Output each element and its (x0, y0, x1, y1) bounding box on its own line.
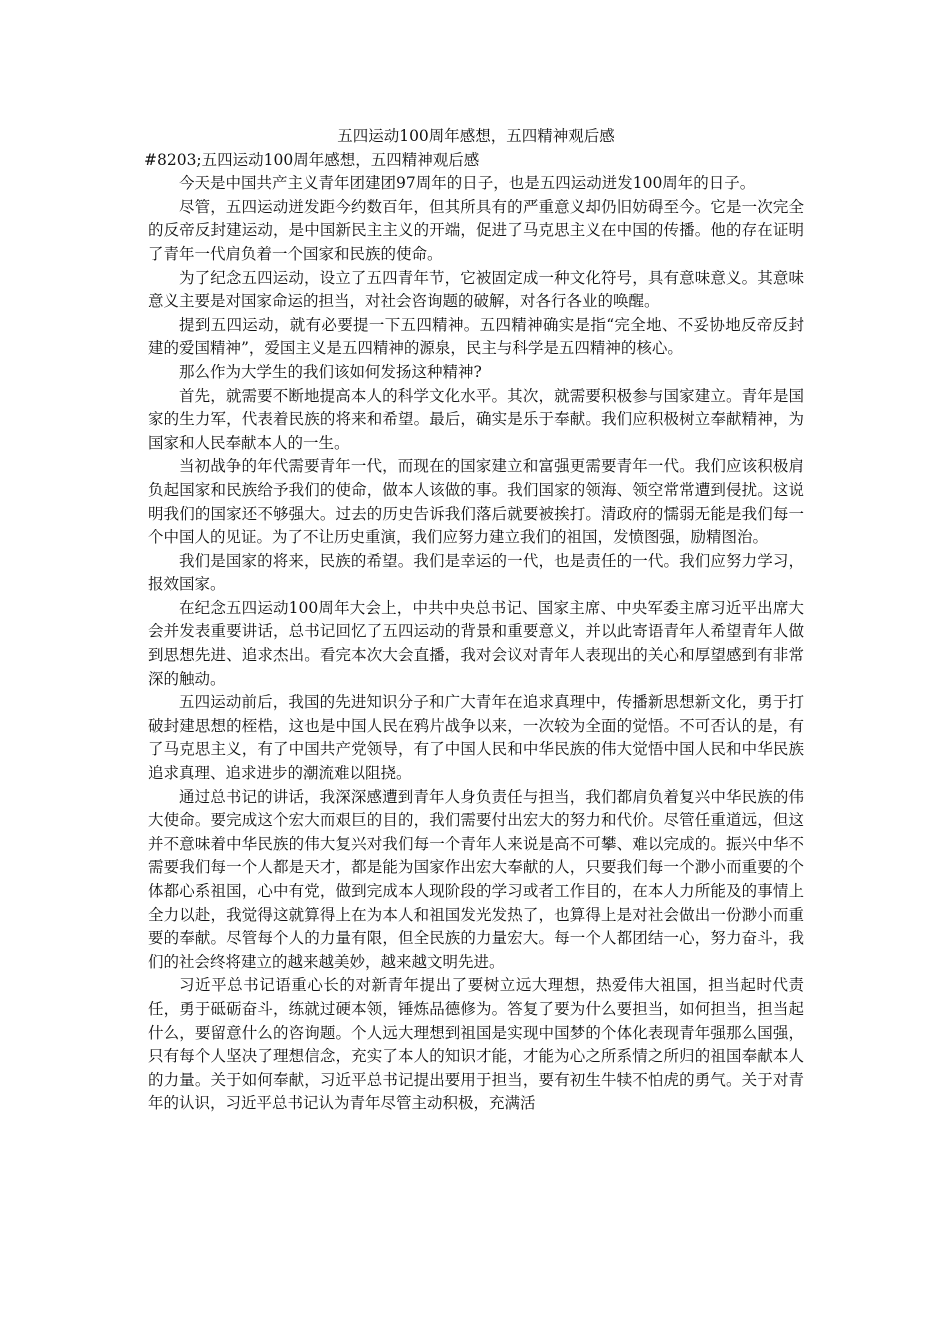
paragraph: 当初战争的年代需要青年一代，而现在的国家建立和富强更需要青年一代。我们应该积极肩负起国家和民族给予我们的使命，做本人该做的事。我们国家的领海、领空常常遭到侵扰。这说明我们的国家还不够强大。过去的历史告诉我们落后就要被挨打。清政府的懦弱无能是我们每一个中国人的见证。为了不让历史重演，我们应努力建立我们的祖国，发愤图强，励精图治。 (148, 457, 804, 547)
paragraph: 在纪念五四运动100周年大会上，中共中央总书记、国家主席、中央军委主席习近平出席大会并发表重要讲话，总书记回忆了五四运动的背景和重要意义，并以此寄语青年人希望青年人做到思想先进、追求杰出。看完本次大会直播，我对会议对青年人表现出的关心和厚望感到有非常深的触动。 (148, 598, 804, 688)
document-subtitle: #8203;五四运动100周年感想，五四精神观后感 (144, 150, 480, 169)
paragraph: 首先，就需要不断地提高本人的科学文化水平。其次，就需要积极参与国家建立。青年是国家的生力军，代表着民族的将来和希望。最后，确实是乐于奉献。我们应积极树立奉献精神，为国家和人民奉献本人的一生。 (148, 386, 804, 452)
paragraph: 尽管，五四运动迸发距今约数百年，但其所具有的严重意义却仍旧妨碍至今。它是一次完全的反帝反封建运动，是中国新民主主义的开端，促进了马克思主义在中国的传播。他的存在证明了青年一代肩负着一个国家和民族的使命。 (148, 197, 804, 263)
paragraph: 通过总书记的讲话，我深深感遭到青年人身负责任与担当，我们都肩负着复兴中华民族的伟大使命。要完成这个宏大而艰巨的目的，我们需要付出宏大的努力和代价。尽管任重道远，但这并不意味着中华民族的伟大复兴对我们每一个青年人来说是高不可攀、难以完成的。振兴中华不需要我们每一个人都是天才，都是能为国家作出宏大奉献的人，只要我们每一个渺小而重要的个体都心系祖国，心中有党，做到完成本人现阶段的学习或者工作目的，在本人力所能及的事情上全力以赴，我觉得这就算得上在为本人和祖国发光发热了，也算得上是对社会做出一份渺小而重要的奉献。尽管每个人的力量有限，但全民族的力量宏大。每一个人都团结一心，努力奋斗，我们的社会终将建立的越来越美妙，越来越文明先进。 (148, 787, 804, 971)
paragraph: 习近平总书记语重心长的对新青年提出了要树立远大理想，热爱伟大祖国，担当起时代责任，勇于砥砺奋斗，练就过硬本领，锤炼品德修为。答复了要为什么要担当，如何担当，担当起什么，要留意什么的咨询题。个人远大理想到祖国是实现中国梦的个体化表现青年强那么国强，只有每个人坚决了理想信念，充实了本人的知识才能，才能为心之所系情之所归的祖国奉献本人的力量。关于如何奉献，习近平总书记提出要用于担当，要有初生牛犊不怕虎的勇气。关于对青年的认识，习近平总书记认为青年尽管主动积极，充满活 (148, 976, 804, 1113)
paragraph: 我们是国家的将来，民族的希望。我们是幸运的一代，也是责任的一代。我们应努力学习，报效国家。 (148, 551, 804, 594)
paragraph: 五四运动前后，我国的先进知识分子和广大青年在追求真理中，传播新思想新文化，勇于打破封建思想的桎梏，这也是中国人民在鸦片战争以来，一次较为全面的觉悟。不可否认的是，有了马克思主义，有了中国共产党领导，有了中国人民和中华民族的伟大觉悟中国人民和中华民族追求真理、追求进步的潮流难以阻挠。 (148, 693, 804, 783)
paragraph: 为了纪念五四运动，设立了五四青年节，它被固定成一种文化符号，具有意味意义。其意味意义主要是对国家命运的担当，对社会咨询题的破解，对各行各业的唤醒。 (148, 268, 804, 311)
paragraph: 那么作为大学生的我们该如何发扬这种精神? (179, 362, 482, 381)
document-page (144, 125, 804, 1116)
document-title: 五四运动100周年感想，五四精神观后感 (337, 127, 615, 145)
paragraph: 提到五四运动，就有必要提一下五四精神。五四精神确实是指“完全地、不妥协地反帝反封建的爱国精神”，爱国主义是五四精神的源泉，民主与科学是五四精神的核心。 (148, 315, 804, 358)
paragraph: 今天是中国共产主义青年团建团97周年的日子，也是五四运动迸发100周年的日子。 (179, 174, 756, 193)
